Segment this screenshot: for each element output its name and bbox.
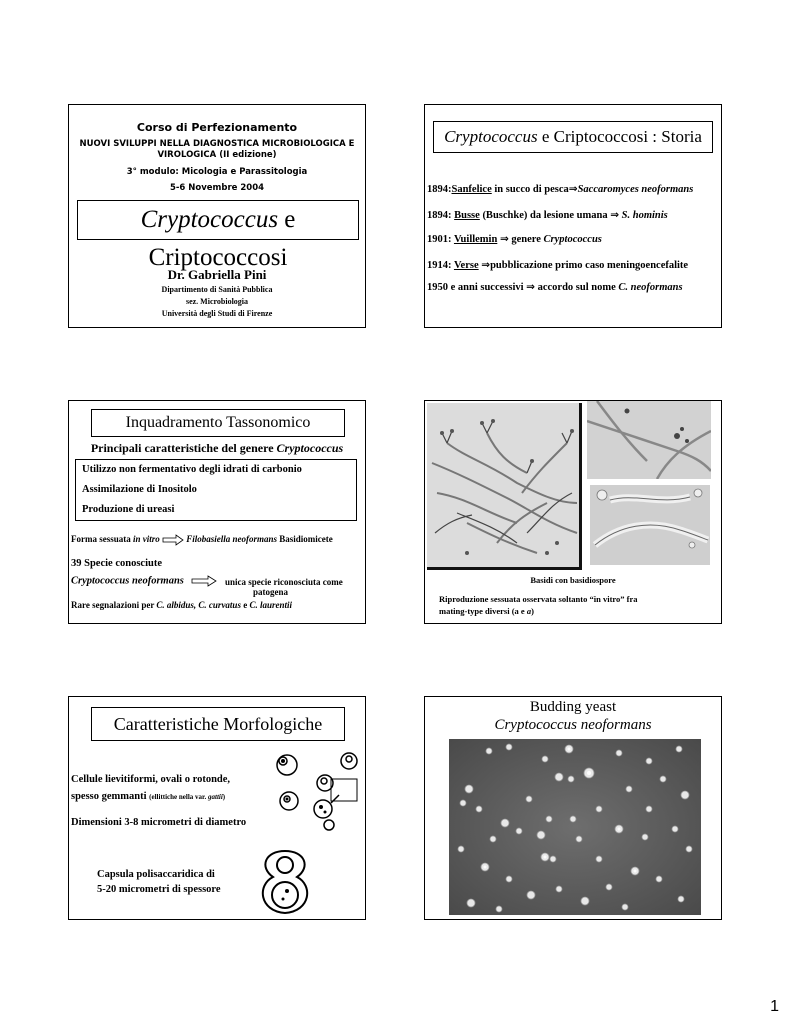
features-box xyxy=(75,459,357,521)
title-rest: e Criptococcosi xyxy=(148,206,296,271)
implies-arrow-icon: ⇒ xyxy=(481,259,491,271)
affiliation-3: Università degli Studi di Firenze xyxy=(161,309,273,318)
species-count: 39 Specie conosciute xyxy=(71,558,162,569)
history-row-1: 1894:Sanfelice in succo di pesca⇒Saccaromyces neoformans xyxy=(427,183,694,195)
history-row-5: 1950 e anni successivi ⇒ accordo sul nome C. neoformans xyxy=(427,281,683,293)
feature-2: Assimilazione di Inositolo xyxy=(82,484,197,495)
history-title-italic: Cryptococcus xyxy=(444,127,538,146)
implies-arrow-icon: ⇒ xyxy=(568,183,578,195)
outline-arrow-icon xyxy=(162,534,184,546)
history-row-4: 1914: Verse ⇒pubblicazione primo caso meningoencefalite xyxy=(427,259,689,271)
slide-morphology xyxy=(68,696,366,920)
cn-line: Cryptococcus neoformans xyxy=(71,575,217,587)
yeast-cells-sketch xyxy=(269,745,365,845)
budding-yeast-micrograph xyxy=(449,739,701,915)
taxonomy-title-box: Inquadramento Tassonomico xyxy=(91,409,345,437)
basidia-caption: Basidi con basidiospore xyxy=(530,575,616,585)
dates-label: 5-6 Novembre 2004 xyxy=(169,183,265,193)
implies-arrow-icon: ⇒ xyxy=(610,209,620,221)
author-name: Dr. Gabriella Pini xyxy=(167,267,267,282)
implies-arrow-icon: ⇒ xyxy=(499,233,509,245)
morphology-title-box: Caratteristiche Morfologiche xyxy=(91,707,345,741)
size-range: Dimensioni 3-8 micrometri di diametro xyxy=(71,817,247,828)
title-italic: Cryptococcus xyxy=(140,206,279,233)
capsule-description: Capsula polisaccaridica di 5-20 micrometri di spessore xyxy=(97,869,221,895)
history-title-box xyxy=(433,121,713,153)
slide-budding-yeast xyxy=(424,696,722,920)
slide-title xyxy=(68,104,366,328)
course-label: Corso di Perfezionamento xyxy=(136,121,298,134)
title-box xyxy=(77,200,359,271)
history-row-3: 1901: Vuillemin ⇒ genere Cryptococcus xyxy=(427,233,602,245)
affiliation-1: Dipartimento di Sanità Pubblica xyxy=(161,285,273,294)
program-line-1: NUOVI SVILUPPI NELLA DIAGNOSTICA MICROBIOLOGICA E xyxy=(79,139,355,149)
morphology-description: Cellule lievitiformi, ovali o rotonde, spesso gemmanti (ellittiche nella var. gattii) xyxy=(71,774,231,802)
basidia-micrograph-large xyxy=(427,403,582,570)
slide-basidia xyxy=(424,400,722,624)
program-line-2: VIROLOGICA (II edizione) xyxy=(157,150,277,160)
basidia-micrograph-bottom xyxy=(590,485,710,565)
sexual-form-line: Forma sessuata in vitro Filobasiella neoformans Basidiomicete xyxy=(71,534,333,545)
cn-description: unica specie riconosciuta come patogena xyxy=(225,577,343,597)
page-number: 1 xyxy=(770,998,779,1015)
budding-yeast-species: Cryptococcus neoformans xyxy=(494,717,652,733)
outline-arrow-icon xyxy=(191,575,217,587)
history-row-2: 1894: Busse (Buschke) da lesione umana ⇒ S. hominis xyxy=(427,209,668,221)
implies-arrow-icon: ⇒ xyxy=(526,281,535,293)
budding-yeast-title: Budding yeast xyxy=(529,699,617,715)
slide-history xyxy=(424,104,722,328)
slide-taxonomy xyxy=(68,400,366,624)
feature-1: Utilizzo non fermentativo degli idrati di carbonio xyxy=(82,464,302,475)
feature-3: Produzione di ureasi xyxy=(82,504,175,515)
basidia-text: Riproduzione sessuata osservata soltanto “in vitro” fra mating-type diversi (a e a) xyxy=(439,594,638,616)
history-title-rest: e Criptococcosi : Storia xyxy=(537,127,702,146)
affiliation-2: sez. Microbiologia xyxy=(185,297,249,306)
rare-reports: Rare segnalazioni per C. albidus, C. curvatus e C. laurentii xyxy=(71,600,292,610)
capsule-sketch-icon xyxy=(253,847,317,917)
taxonomy-subtitle: Principali caratteristiche del genere Cryptococcus xyxy=(90,441,344,455)
basidia-micrograph-top xyxy=(587,401,711,479)
module-label: 3° modulo: Micologia e Parassitologia xyxy=(126,167,308,177)
